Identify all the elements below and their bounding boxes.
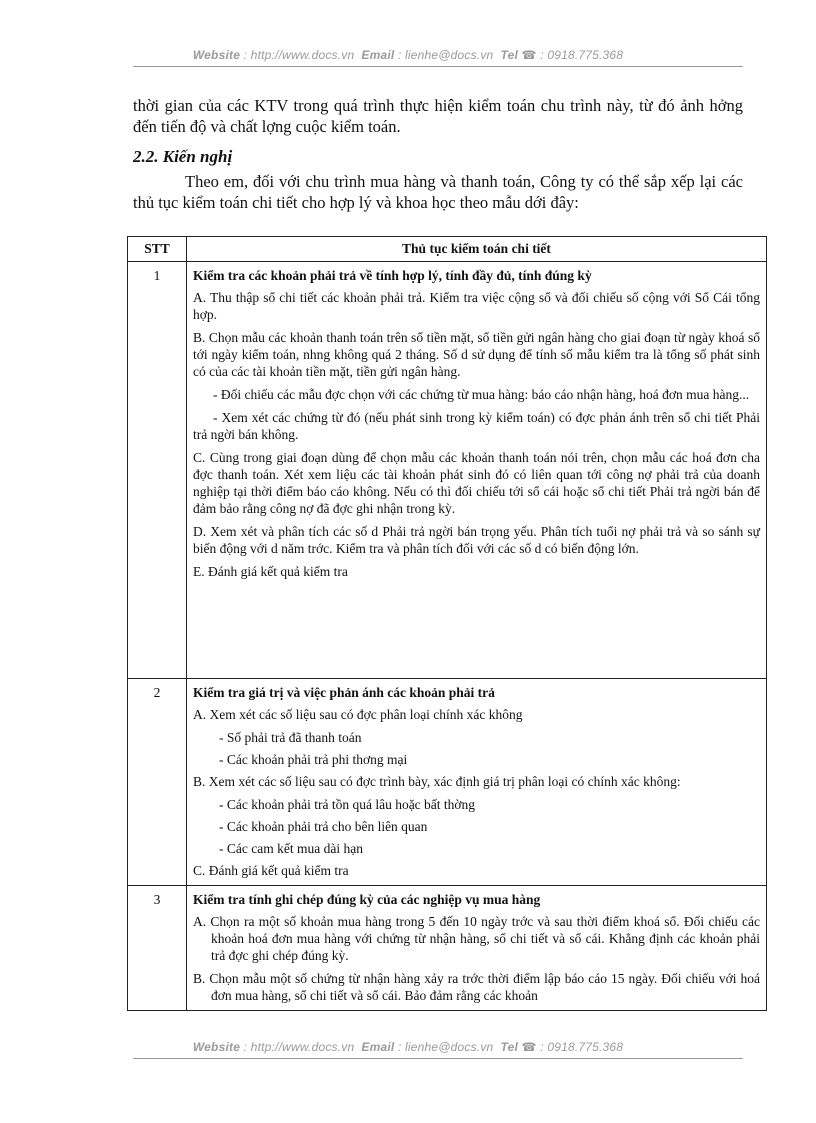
table-row	[128, 886, 767, 1011]
email-label: Email	[361, 1040, 395, 1054]
website-label: Website	[192, 1040, 241, 1054]
procedure-title: Kiểm tra giá trị và việc phản ánh các khoản phải trả	[193, 685, 495, 700]
row-number: 1	[128, 262, 187, 679]
procedure-step-b: B. Chọn mẫu một số chứng từ nhận hàng xảy ra trớc thời điểm lập báo cáo 15 ngày. Đối chiếu với hoá đơn mua hàng, sổ chi tiết và sổ cái. Bảo đảm rằng các khoản	[193, 971, 760, 1003]
procedure-step-a: A. Thu thập sổ chi tiết các khoản phải trả. Kiểm tra việc cộng sổ và đối chiếu số cộng với Sổ Cái tổng hợp.	[193, 290, 760, 322]
footer-divider	[133, 1058, 743, 1059]
procedure-title: Kiểm tra tính ghi chép đúng kỳ của các nghiệp vụ mua hàng	[193, 892, 541, 907]
row-number: 2	[128, 679, 187, 886]
column-header-stt: STT	[128, 237, 187, 262]
column-header-procedure: Thủ tục kiểm toán chi tiết	[187, 237, 767, 262]
procedure-step-b: B. Chọn mẫu các khoản thanh toán trên sổ tiền mặt, sổ tiền gửi ngân hàng cho giai đoạn từ ngày khoá sổ tới ngày kiểm toán, nhng không quá 2 tháng. Số d sử dụng để tính số mẫu kiểm tra là tổng số phát sinh có của các tài khoản tiền mặt, tiền gửi ngân hàng.	[193, 330, 760, 379]
table-row	[128, 679, 767, 886]
page-header	[0, 48, 816, 62]
procedure-step-c: C. Đánh giá kết quả kiểm tra	[193, 863, 349, 878]
lead-paragraph: Theo em, đối với chu trình mua hàng và thanh toán, Công ty có thể sắp xếp lại các thủ tục kiểm toán chi tiết cho hợp lý và khoa học theo mẫu dới đây:	[133, 172, 743, 212]
tel-value: : 0918.775.368	[540, 1040, 624, 1054]
procedure-cell	[187, 886, 767, 1011]
procedure-substep: - Đối chiếu các mẫu đợc chọn với các chứng từ mua hàng: báo cáo nhận hàng, hoá đơn mua hàng...	[213, 387, 750, 402]
phone-icon: ☎	[521, 1040, 537, 1054]
website-url[interactable]: : http://www.docs.vn	[243, 48, 355, 62]
table-row	[128, 262, 767, 679]
section-heading: 2.2. Kiến nghị	[133, 147, 233, 166]
procedure-substep: - Các cam kết mua dài hạn	[219, 841, 363, 856]
procedure-step-e: E. Đánh giá kết quả kiểm tra	[193, 564, 348, 579]
intro-paragraph: thời gian của các KTV trong quá trình thực hiện kiểm toán chu trình này, từ đó ảnh hởng đến tiến độ và chất lợng cuộc kiểm toán.	[133, 96, 743, 136]
table-header-row	[128, 237, 767, 262]
procedure-step-d: D. Xem xét và phân tích các số d Phải trả ngời bán trọng yếu. Phân tích tuổi nợ phải trả và so sánh sự biến động với d năm trớc. Kiểm tra và phân tích đối với các số d có biến động lớn.	[193, 524, 760, 556]
audit-procedure-table	[127, 236, 767, 1011]
procedure-step-c: C. Cùng trong giai đoạn dùng để chọn mẫu các khoản thanh toán nói trên, chọn mẫu các hoá đơn cha đợc thanh toán. Xét xem liệu các tài khoản phát sinh đó có liên quan tới công nợ phải trả của doanh nghiệp tại thời điểm báo cáo không. Nếu có thì đối chiếu tới sổ cái hoặc sổ chi tiết Phải trả ngời bán để đảm bảo rằng công nợ đã đợc ghi nhận trong kỳ.	[193, 450, 760, 516]
procedure-cell	[187, 679, 767, 886]
procedure-substep: - Số phải trả đã thanh toán	[219, 730, 362, 745]
procedure-substep: - Các khoản phải trả phi thơng mại	[219, 752, 408, 767]
row-number: 3	[128, 886, 187, 1011]
email-label: Email	[361, 48, 395, 62]
page-footer	[0, 1040, 816, 1054]
procedure-substep: - Các khoản phải trả cho bên liên quan	[219, 819, 428, 834]
procedure-cell	[187, 262, 767, 679]
tel-value: : 0918.775.368	[540, 48, 624, 62]
website-label: Website	[192, 48, 241, 62]
website-url[interactable]: : http://www.docs.vn	[243, 1040, 355, 1054]
procedure-step-a: A. Xem xét các số liệu sau có đợc phân loại chính xác không	[193, 707, 523, 722]
procedure-substep: - Xem xét các chứng từ đó (nếu phát sinh trong kỳ kiểm toán) có đợc phản ánh trên sổ chi tiết Phải trả ngời bán không.	[193, 410, 760, 442]
email-value[interactable]: : lienhe@docs.vn	[397, 1040, 494, 1054]
tel-label: Tel	[500, 1040, 518, 1054]
procedure-step-b: B. Xem xét các số liệu sau có đợc trình bày, xác định giá trị phân loại có chính xác không:	[193, 774, 681, 789]
header-divider	[133, 66, 743, 67]
tel-label: Tel	[500, 48, 518, 62]
procedure-substep: - Các khoản phải trả tồn quá lâu hoặc bất thờng	[219, 797, 476, 812]
email-value[interactable]: : lienhe@docs.vn	[397, 48, 494, 62]
phone-icon: ☎	[521, 48, 537, 62]
procedure-title: Kiểm tra các khoản phải trả về tính hợp lý, tính đầy đủ, tính đúng kỳ	[193, 268, 592, 283]
procedure-step-a: A. Chọn ra một số khoản mua hàng trong 5 đến 10 ngày trớc và sau thời điểm khoá sổ. Đối chiếu các khoản hoá đơn mua hàng với chứng từ nhận hàng, sổ chi tiết và sổ cái. Khẳng định các khoản phải trả đợc ghi chép đúng kỳ.	[193, 914, 760, 963]
